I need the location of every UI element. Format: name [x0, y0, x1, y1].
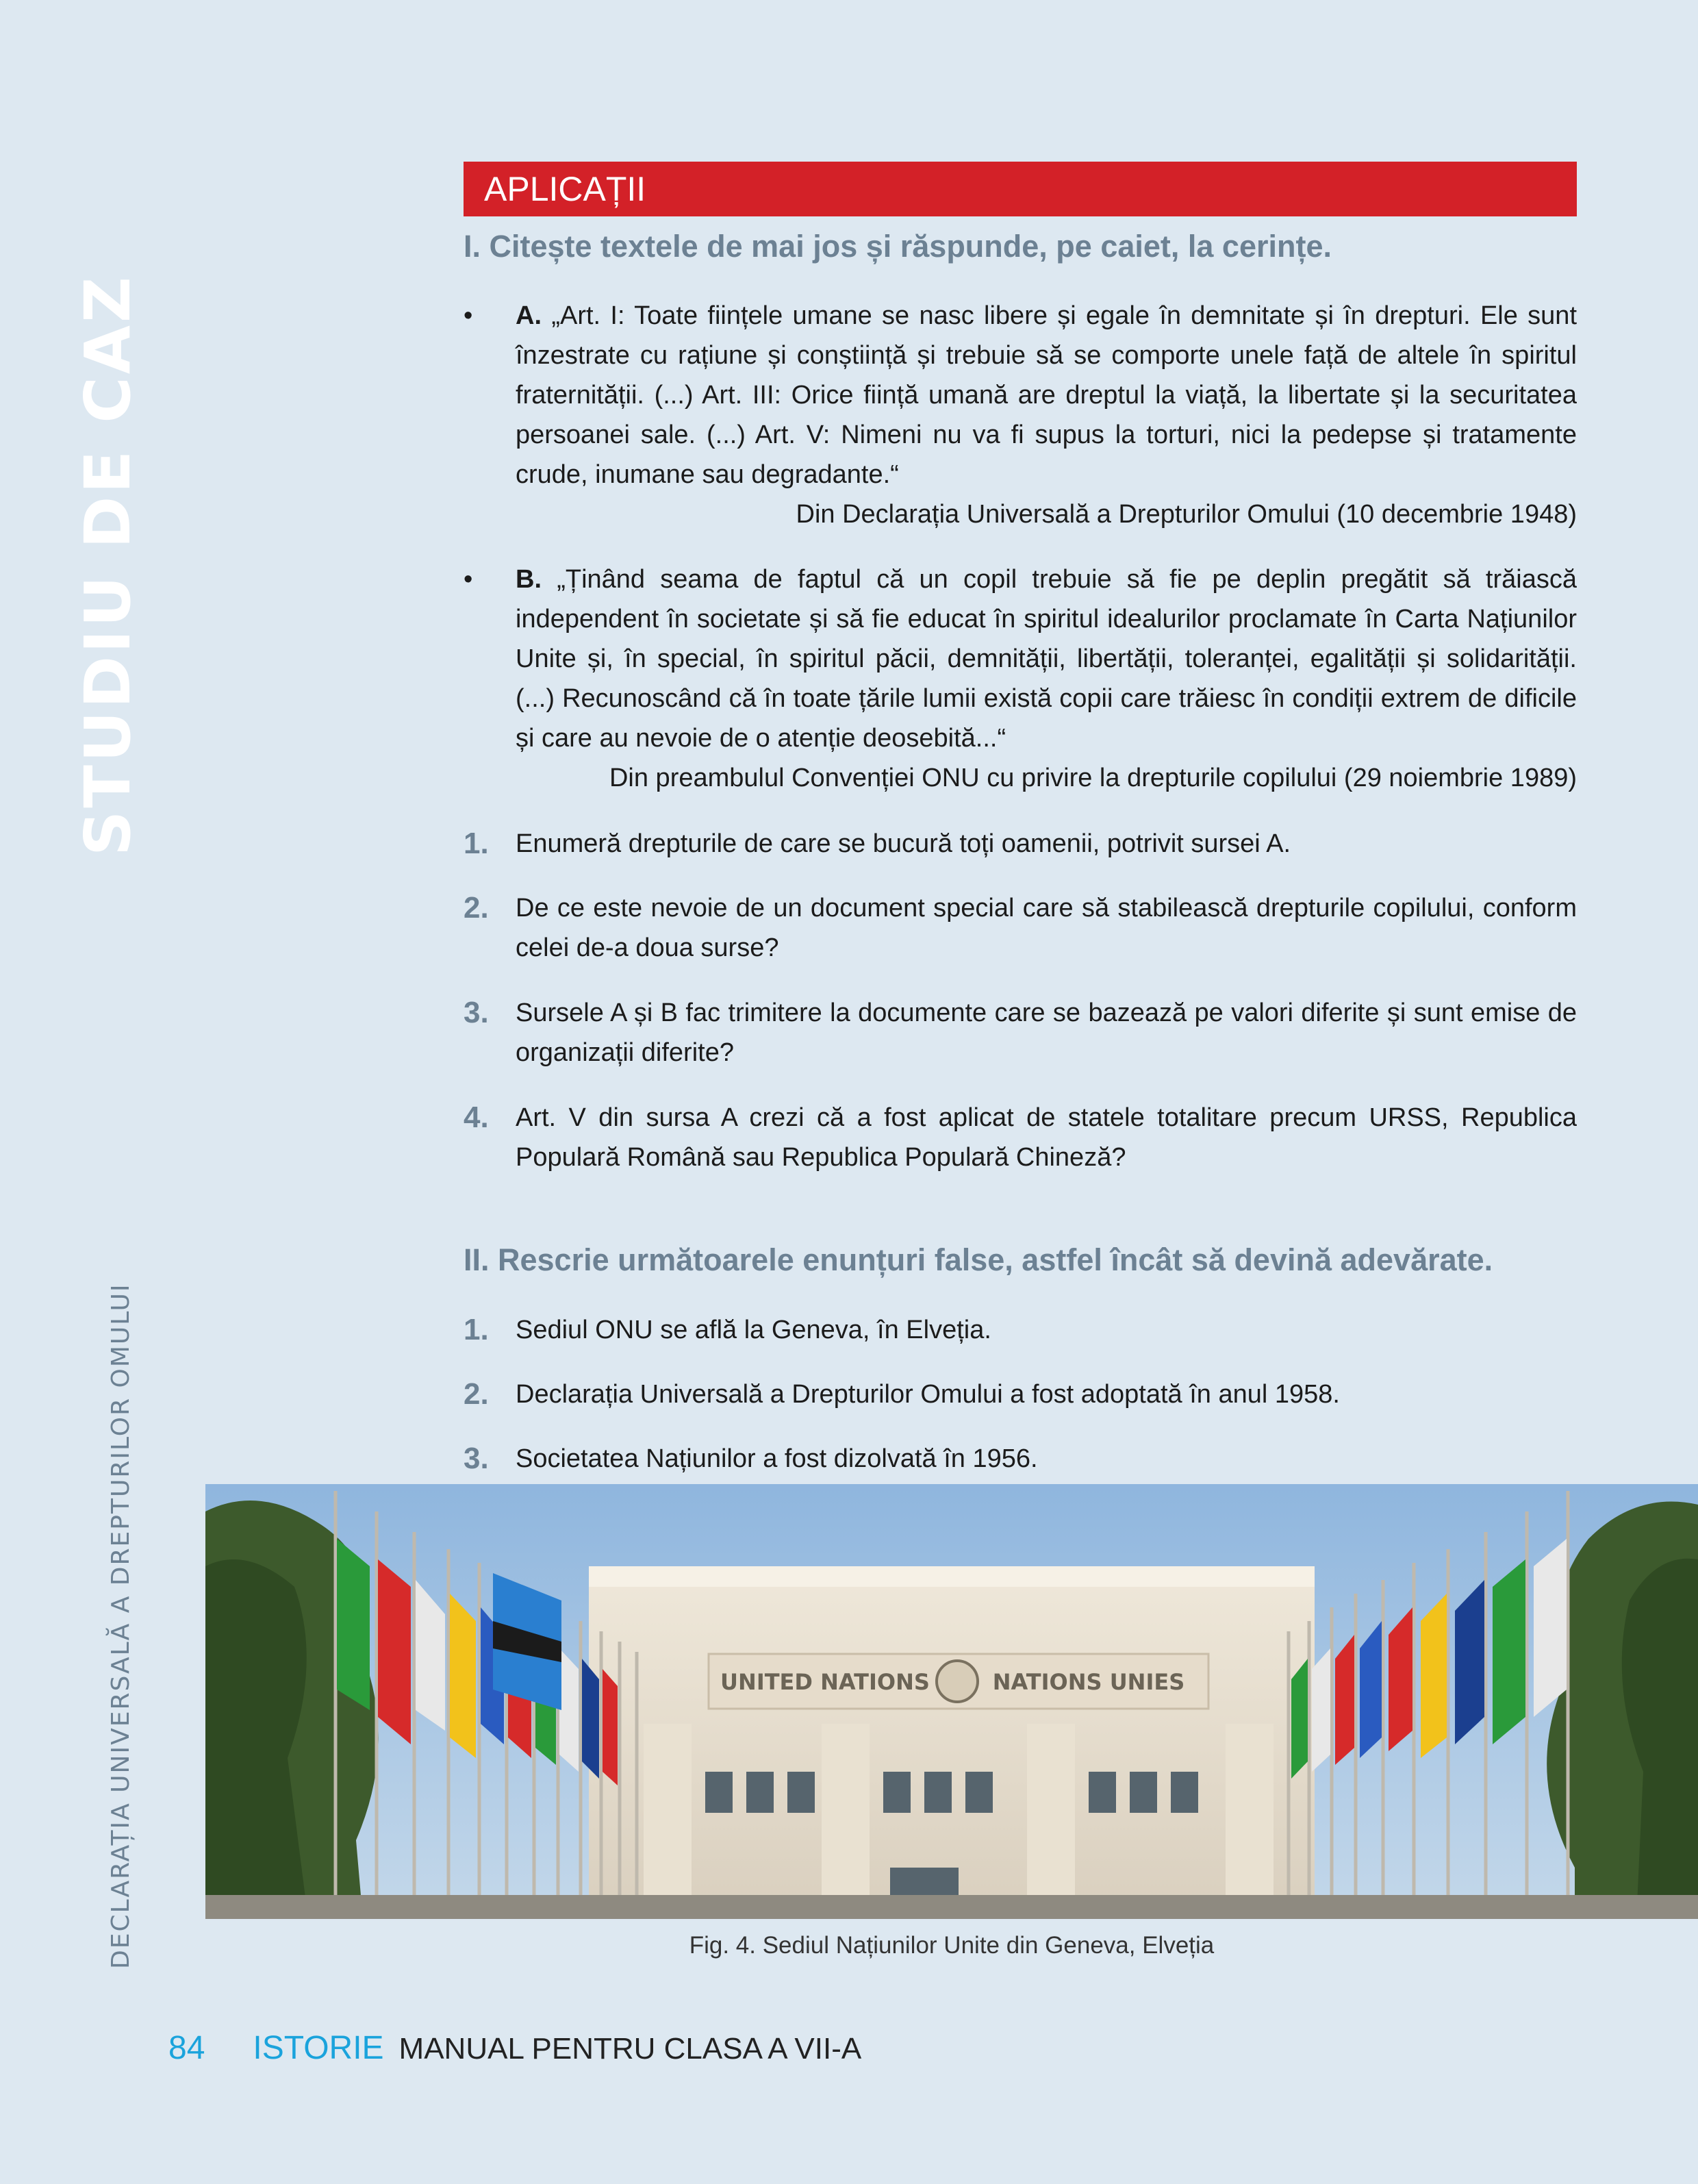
- statement-text: Sediul ONU se află la Geneva, în Elveția.: [516, 1316, 991, 1344]
- source-b: [464, 560, 1577, 798]
- question-item: [464, 824, 1577, 864]
- question-number: 4.: [464, 1101, 489, 1134]
- sign-left-text: UNITED NATIONS: [720, 1669, 930, 1695]
- source-a-text: „Art. I: Toate ființele umane se nasc libere și egale în demnitate și în drepturi. Ele sunt înzestrate cu rațiune și conștiință și trebuie să se comporte unele față de altele în spiritul fraternității. (...) Art. III: Orice ființă umană are dreptul la viață, la libertate și la securitatea persoanei sale. (...) Art. V: Nimeni nu va fi supus la torturi, nici la pedepse și tratamente crude, inumane sau degradante.“: [516, 301, 1577, 489]
- statement-number: 1.: [464, 1313, 489, 1346]
- question-text: Sursele A și B fac trimitere la documente care se bazează pe valori diferite și sunt emise de organizații diferite?: [516, 999, 1577, 1067]
- page-number: 84: [168, 2030, 205, 2066]
- subject-label: ISTORIE: [253, 2030, 384, 2066]
- page-footer: [168, 2024, 861, 2072]
- statement-number: 3.: [464, 1442, 489, 1475]
- source-b-citation: Din preambulul Convenției ONU cu privire la drepturile copilului (29 noiembrie 1989): [609, 764, 1577, 792]
- book-title: MANUAL PENTRU CLASA A VII-A: [398, 2032, 862, 2066]
- statement-text: Societatea Națiunilor a fost dizolvată în 1956.: [516, 1444, 1038, 1473]
- chapter-label: DECLARAȚIA UNIVERSALĂ A DREPTURILOR OMULUI: [107, 1283, 135, 1969]
- question-text: Enumeră drepturile de care se bucură toți oamenii, potrivit sursei A.: [516, 829, 1291, 858]
- question-number: 3.: [464, 996, 489, 1029]
- bullet: •: [464, 301, 473, 330]
- source-b-text: „Ținând seama de faptul că un copil trebuie să fie pe deplin pregătit să trăiască independent în societate și să fie educat în spiritul idealurilor proclamate în Carta Națiunilor Unite și, în special, în spiritul păcii, demnității, libertății, toleranței, egalității și solidarității. (...) Recunoscând că în toate țările lumii există copii care trăiesc în condiții extrem de dificile și care au nevoie de o atenție deosebită...“: [516, 565, 1577, 753]
- statement-item: [464, 1439, 1577, 1479]
- source-b-label: B.: [516, 565, 542, 594]
- question-number: 2.: [464, 891, 489, 925]
- sign-right-text: NATIONS UNIES: [992, 1669, 1185, 1695]
- un-emblem-icon: [937, 1661, 978, 1702]
- statement-number: 2.: [464, 1377, 489, 1411]
- question-text: Art. V din sursa A crezi că a fost aplicat de statele totalitare precum URSS, Republica Populară Română sau Republica Populară Chineză?: [516, 1103, 1577, 1172]
- statement-text: Declarația Universală a Drepturilor Omului a fost adoptată în anul 1958.: [516, 1380, 1340, 1409]
- section-label: STUDIU DE CAZ: [71, 274, 144, 856]
- source-a-label: A.: [516, 301, 542, 330]
- part2-heading: II. Rescrie următoarele enunțuri false, astfel încât să devină adevărate.: [464, 1242, 1493, 1277]
- applications-banner: APLICAȚII: [464, 162, 1577, 216]
- figure-caption: Fig. 4. Sediul Națiunilor Unite din Geneva, Elveția: [689, 1932, 1215, 1959]
- source-a: [464, 296, 1577, 534]
- statement-item: [464, 1375, 1577, 1414]
- question-item: [464, 993, 1577, 1072]
- source-a-citation: Din Declarația Universală a Drepturilor Omului (10 decembrie 1948): [796, 500, 1577, 529]
- statement-item: [464, 1310, 1577, 1350]
- question-number: 1.: [464, 827, 489, 860]
- question-text: De ce este nevoie de un document special care să stabilească drepturile copilului, conform celei de-a doua surse?: [516, 894, 1577, 962]
- question-item: [464, 1098, 1577, 1177]
- bullet: •: [464, 565, 473, 594]
- question-item: [464, 888, 1577, 968]
- part1-heading: I. Citește textele de mai jos și răspunde, pe caiet, la cerințe.: [464, 229, 1332, 264]
- un-geneva-photo: [205, 1484, 1698, 1919]
